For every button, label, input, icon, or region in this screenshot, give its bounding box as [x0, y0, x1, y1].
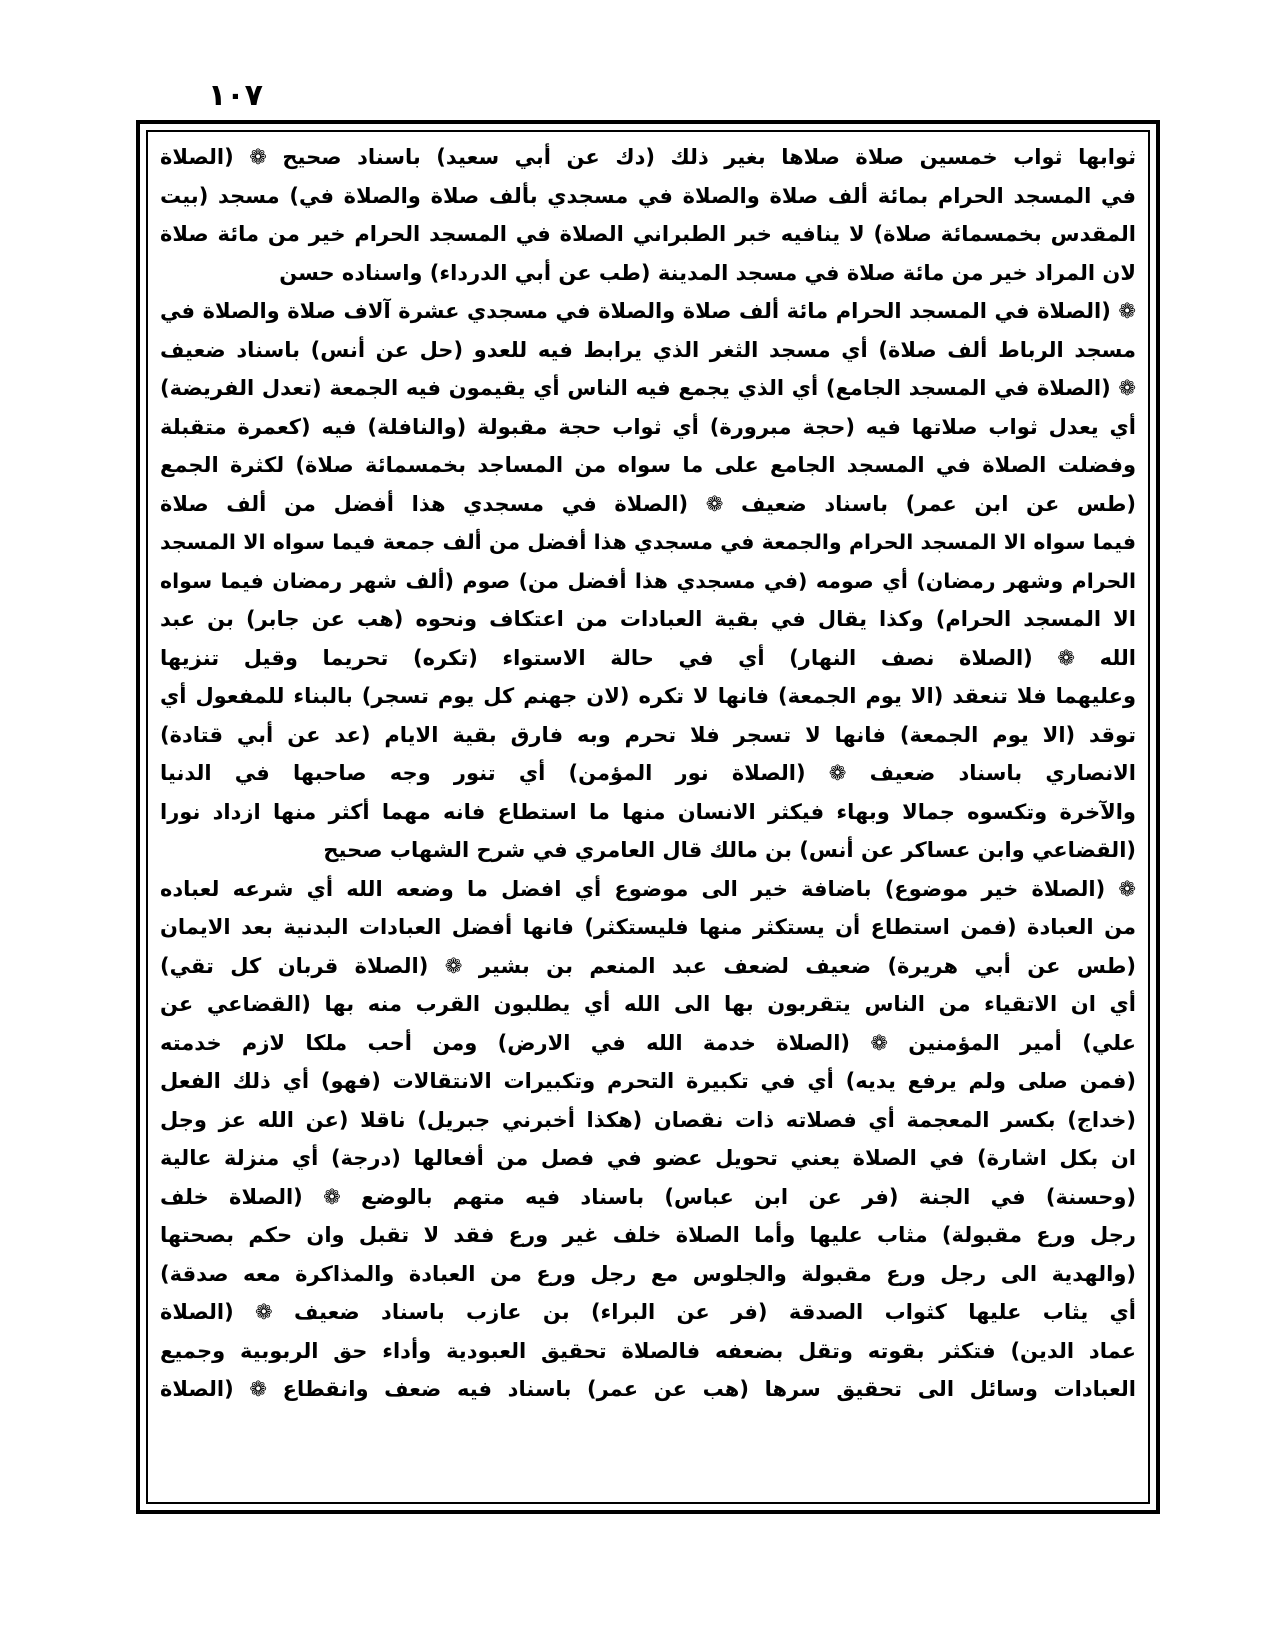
text-line: وعليهما فلا تنعقد (الا يوم الجمعة) فانها لا تكره (لان جهنم كل يوم تسجر) بالبناء للمفعول أي [160, 684, 1136, 708]
text-line: توقد (الا يوم الجمعة) فانها لا تسجر فلا تحرم وبه فارق بقية الايام (عد عن أبي قتادة) [160, 722, 1136, 747]
text-line: (فمن صلى ولم يرفع يديه) أي في تكبيرة التحرم وتكبيرات الانتقالات (فهو) أي ذلك الفعل [160, 1069, 1136, 1093]
text-line: (طس عن ابن عمر) باسناد ضعيف ❁ (الصلاة في مسجدي هذا أفضل من ألف صلاة [160, 491, 1136, 516]
text-line: (والهدية الى رجل ورع مقبولة والجلوس مع رجل ورع من العبادة والمذاكرة معه صدقة) [160, 1261, 1136, 1286]
text-line: (خداج) بكسر المعجمة أي فصلاته ذات نقصان (هكذا أخبرني جبريل) ناقلا (عن الله عز وجل [160, 1107, 1136, 1132]
text-line: الله ❁ (الصلاة نصف النهار) أي في حالة الاستواء (تكره) تحريما وقيل تنزيها [160, 645, 1136, 670]
text-line: ❁ (الصلاة في المسجد الحرام مائة ألف صلاة والصلاة في مسجدي عشرة آلاف صلاة والصلاة في [160, 299, 1136, 323]
text-line: (القضاعي وابن عساكر عن أنس) بن مالك قال العامري في شرح الشهاب صحيح [323, 838, 1136, 862]
text-line: في المسجد الحرام بمائة ألف صلاة والصلاة في مسجدي بألف صلاة والصلاة في) مسجد (بيت [160, 183, 1136, 208]
text-line: عماد الدين) فتكثر بقوته وتقل بضعفه فالصلاة تحقيق العبودية وأداء حق الربوبية وجميع [160, 1338, 1136, 1363]
text-line: والآخرة وتكسوه جمالا وبهاء فيكثر الانسان منها ما استطاع فانه مهما أكثر منها ازداد نورا [160, 799, 1136, 824]
text-line: ❁ (الصلاة في المسجد الجامع) أي الذي يجمع فيه الناس أي يقيمون فيه الجمعة (تعدل الفريضة) [160, 376, 1136, 400]
page-number: ١٠٧ [208, 78, 263, 113]
text-line: من العبادة (فمن استطاع أن يستكثر منها فليستكثر) فانها أفضل العبادات البدنية بعد الايمان [160, 915, 1136, 939]
text-line: (وحسنة) في الجنة (فر عن ابن عباس) باسناد فيه متهم بالوضع ❁ (الصلاة خلف [160, 1184, 1136, 1209]
text-line: أي يثاب عليها كثواب الصدقة (فر عن البراء) بن عازب باسناد ضعيف ❁ (الصلاة [160, 1300, 1136, 1324]
text-line: المقدس بخمسمائة صلاة) لا ينافيه خبر الطبراني الصلاة في المسجد الحرام خير من مائة صلاة [160, 222, 1136, 246]
text-line: لان المراد خير من مائة صلاة في مسجد المدينة (طب عن أبي الدرداء) واسناده حسن [279, 260, 1136, 285]
text-line: العبادات وسائل الى تحقيق سرها (هب عن عمر) باسناد فيه ضعف وانقطاع ❁ (الصلاة [160, 1377, 1136, 1401]
text-line: الانصاري باسناد ضعيف ❁ (الصلاة نور المؤمن) أي تنور وجه صاحبها في الدنيا [160, 761, 1136, 785]
text-line: الحرام وشهر رمضان) أي صومه (في مسجدي هذا أفضل من) صوم (ألف شهر رمضان فيما سواه [160, 568, 1136, 593]
text-line: أي يعدل ثواب صلاتها فيه (حجة مبرورة) أي ثواب حجة مقبولة (والنافلة) فيه (كعمرة متقبلة [160, 414, 1136, 439]
text-line: ❁ (الصلاة خير موضوع) باضافة خير الى موضوع أي افضل ما وضعه الله أي شرعه لعباده [160, 876, 1136, 901]
text-line: ان بكل اشارة) في الصلاة يعني تحويل عضو في فصل من أفعالها (درجة) أي منزلة عالية [160, 1146, 1136, 1170]
text-line: مسجد الرباط ألف صلاة) أي مسجد الثغر الذي يرابط فيه للعدو (حل عن أنس) باسناد ضعيف [160, 337, 1136, 362]
text-line: الا المسجد الحرام) وكذا يقال في بقية العبادات من اعتكاف ونحوه (هب عن جابر) بن عبد [160, 607, 1136, 631]
text-line: فيما سواه الا المسجد الحرام والجمعة في مسجدي هذا أفضل من ألف جمعة فيما سواه الا المسجد [160, 530, 1136, 554]
text-line: وفضلت الصلاة في المسجد الجامع على ما سواه من المساجد بخمسمائة صلاة) لكثرة الجمع [160, 453, 1136, 477]
text-line: رجل ورع مقبولة) مثاب عليها وأما الصلاة خلف غير ورع فقد لا تقبل وان حكم بصحتها [160, 1223, 1136, 1247]
text-line: ثوابها ثواب خمسين صلاة صلاها بغير ذلك (دك عن أبي سعيد) باسناد صحيح ❁ (الصلاة [160, 145, 1136, 169]
text-line: أي ان الاتقياء من الناس يتقربون بها الى الله أي يطلبون القرب منه بها (القضاعي عن [160, 992, 1136, 1016]
text-line: (طس عن أبي هريرة) ضعيف لضعف عبد المنعم بن بشير ❁ (الصلاة قربان كل تقي) [160, 953, 1136, 978]
text-block [160, 138, 1136, 1488]
text-line: علي) أمير المؤمنين ❁ (الصلاة خدمة الله في الارض) ومن أحب ملكا لازم خدمته [160, 1030, 1136, 1055]
